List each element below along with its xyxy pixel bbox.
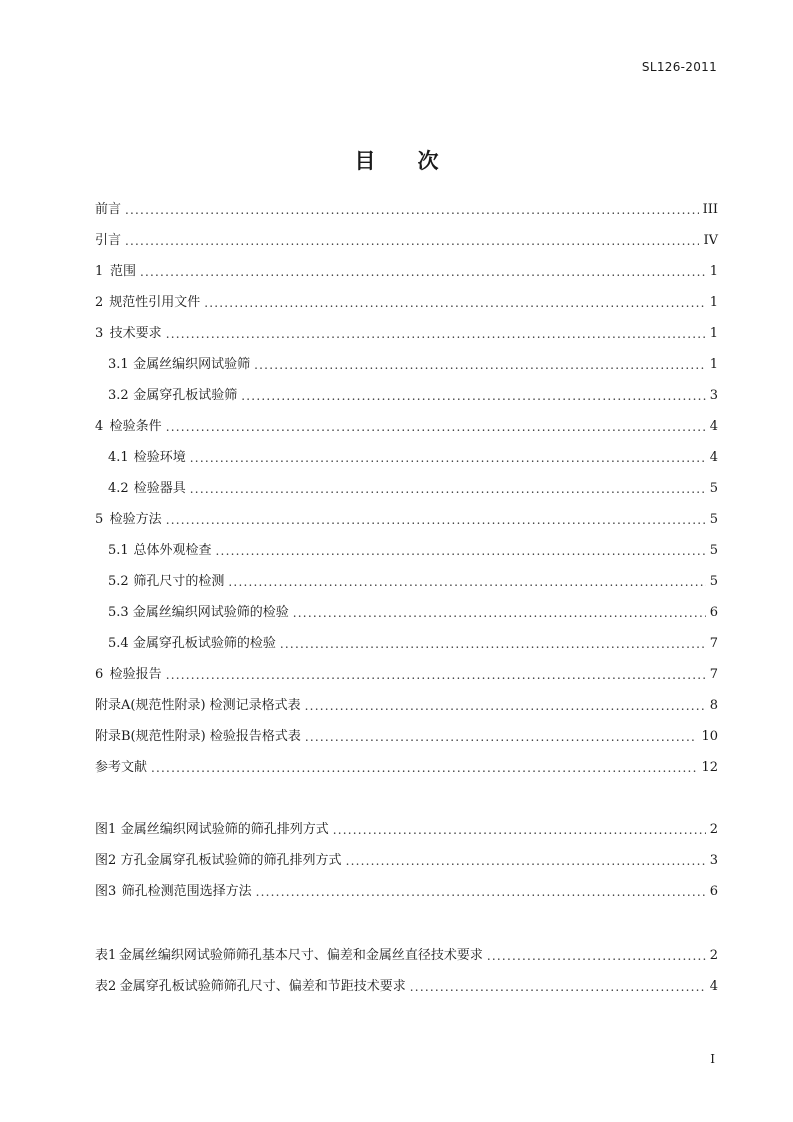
toc-entry-title: 检验环境 [133,450,186,465]
toc-entry[interactable] [95,510,718,530]
toc-entry[interactable] [108,541,718,561]
dot-leader [166,510,706,530]
dot-leader [166,665,706,685]
tables-entry-title: 金属丝编织网试验筛筛孔基本尺寸、偏差和金属丝直径技术要求 [118,948,483,963]
toc-entry-number: 4.2 [108,481,129,496]
dot-leader [241,386,705,406]
toc-entry[interactable] [108,603,718,623]
toc-entry-title: 金属穿孔板试验筛 [133,388,238,403]
toc-entry[interactable] [108,386,718,406]
toc-entry-page: 3 [709,388,718,403]
title-char-2: 次 [417,149,439,173]
toc-entry-number: 5.1 [108,543,129,558]
tables-entry[interactable] [95,946,718,966]
toc-entry-number: 1 [95,264,104,279]
figures-entry-number: 图1 [95,822,117,837]
tables-entry-page: 2 [709,948,718,963]
toc-entry[interactable] [95,758,718,778]
toc-entry[interactable] [95,727,718,747]
dot-leader [254,355,706,375]
toc-entry[interactable] [95,696,718,716]
toc-entry-page: 5 [709,574,718,589]
toc-entry-title: 参考文献 [95,760,148,775]
toc-entry-title: 金属丝编织网试验筛的检验 [132,605,289,620]
page-number: I [710,1052,715,1066]
dot-leader [256,882,706,902]
dot-leader [125,200,699,220]
dot-leader [280,634,706,654]
toc-entry-title: 检验条件 [109,419,162,434]
figures-entry-title: 金属丝编织网试验筛的筛孔排列方式 [120,822,329,837]
toc-entry-number: 5.3 [108,605,129,620]
toc-entry[interactable] [95,262,718,282]
dot-leader [140,262,706,282]
dot-leader [305,727,698,747]
figures-entry-number: 图2 [95,853,117,868]
dot-leader [204,293,705,313]
toc-entry-page: 10 [701,729,718,744]
tables-entry-page: 4 [709,979,718,994]
toc-entry-page: 1 [709,264,718,279]
dot-leader [346,851,706,871]
dot-leader [166,324,706,344]
toc-entry-number: 3.2 [108,388,129,403]
toc-entry-number: 3.1 [108,357,129,372]
toc-entry-title: 筛孔尺寸的检测 [133,574,225,589]
toc-entry-number: 6 [95,667,104,682]
toc-entry-page: 1 [709,295,718,310]
toc-entry[interactable] [108,479,718,499]
toc-entry[interactable] [108,572,718,592]
figures-entry-page: 6 [709,884,718,899]
toc-entry-title: 范围 [109,264,136,279]
toc-entry[interactable] [95,231,718,251]
dot-leader [216,541,706,561]
dot-leader [333,820,706,840]
toc-entry[interactable] [95,200,718,220]
tables-entry[interactable] [95,977,718,997]
title-char-1: 目 [354,149,376,173]
toc-entry[interactable] [108,634,718,654]
toc-entry[interactable] [95,665,718,685]
toc-entry-page: 8 [709,698,718,713]
toc-entry-page: IV [703,233,718,248]
toc-entry-number: 5.2 [108,574,129,589]
toc-entry-title: 附录A(规范性附录) 检测记录格式表 [95,698,301,713]
dot-leader [487,946,706,966]
toc-entry-page: III [702,202,718,217]
figures-entry[interactable] [95,820,718,840]
figures-entry-title: 筛孔检测范围选择方法 [121,884,252,899]
toc-entry-title: 附录B(规范性附录) 检验报告格式表 [95,729,301,744]
toc-entry-title: 检验报告 [109,667,162,682]
tables-entry-number: 表2 [95,979,117,994]
toc-entry-page: 6 [709,605,718,620]
toc-entry-number: 5 [95,512,104,527]
toc-entry-page: 5 [709,481,718,496]
tables-entry-title: 金属穿孔板试验筛筛孔尺寸、偏差和节距技术要求 [119,979,406,994]
dot-leader [293,603,706,623]
dot-leader [305,696,706,716]
document-code: SL126-2011 [641,60,717,74]
page-title [0,145,793,175]
toc-entry-number: 5.4 [108,636,129,651]
toc-entry-title: 金属丝编织网试验筛 [133,357,251,372]
figures-entry-number: 图3 [95,884,117,899]
toc-entry-number: 2 [95,295,104,310]
toc-entry-page: 1 [709,357,718,372]
toc-entry-title: 检验方法 [109,512,162,527]
dot-leader [125,231,699,251]
toc-entry-page: 12 [701,760,718,775]
toc-entry-title: 检验器具 [133,481,186,496]
tables-entry-number: 表1 [95,948,117,963]
toc-entry-page: 7 [709,667,718,682]
dot-leader [166,417,706,437]
figures-entry[interactable] [95,882,718,902]
toc-entry-number: 3 [95,326,104,341]
toc-entry-number: 4 [95,419,104,434]
toc-entry-number: 4.1 [108,450,129,465]
figures-entry-page: 3 [709,853,718,868]
dot-leader [228,572,705,592]
dot-leader [190,479,706,499]
toc-entry-page: 7 [709,636,718,651]
toc-entry[interactable] [95,324,718,344]
toc-entry-page: 5 [709,512,718,527]
toc-entry-title: 金属穿孔板试验筛的检验 [132,636,276,651]
toc-entry[interactable] [108,448,718,468]
toc-entry-page: 4 [709,450,718,465]
figures-entry-title: 方孔金属穿孔板试验筛的筛孔排列方式 [120,853,342,868]
toc-entry-title: 规范性引用文件 [109,295,201,310]
toc-entry-title: 引言 [95,233,122,248]
dot-leader [410,977,706,997]
toc-entry-title: 前言 [95,202,122,217]
toc-entry-title: 总体外观检查 [133,543,212,558]
toc-entry[interactable] [95,293,718,313]
toc-entry[interactable] [95,417,718,437]
dot-leader [151,758,697,778]
figures-entry[interactable] [95,851,718,871]
toc-entry-title: 技术要求 [109,326,162,341]
toc-entry-page: 1 [709,326,718,341]
figures-entry-page: 2 [709,822,718,837]
toc-entry[interactable] [108,355,718,375]
toc-entry-page: 5 [709,543,718,558]
toc-entry-page: 4 [709,419,718,434]
dot-leader [190,448,706,468]
